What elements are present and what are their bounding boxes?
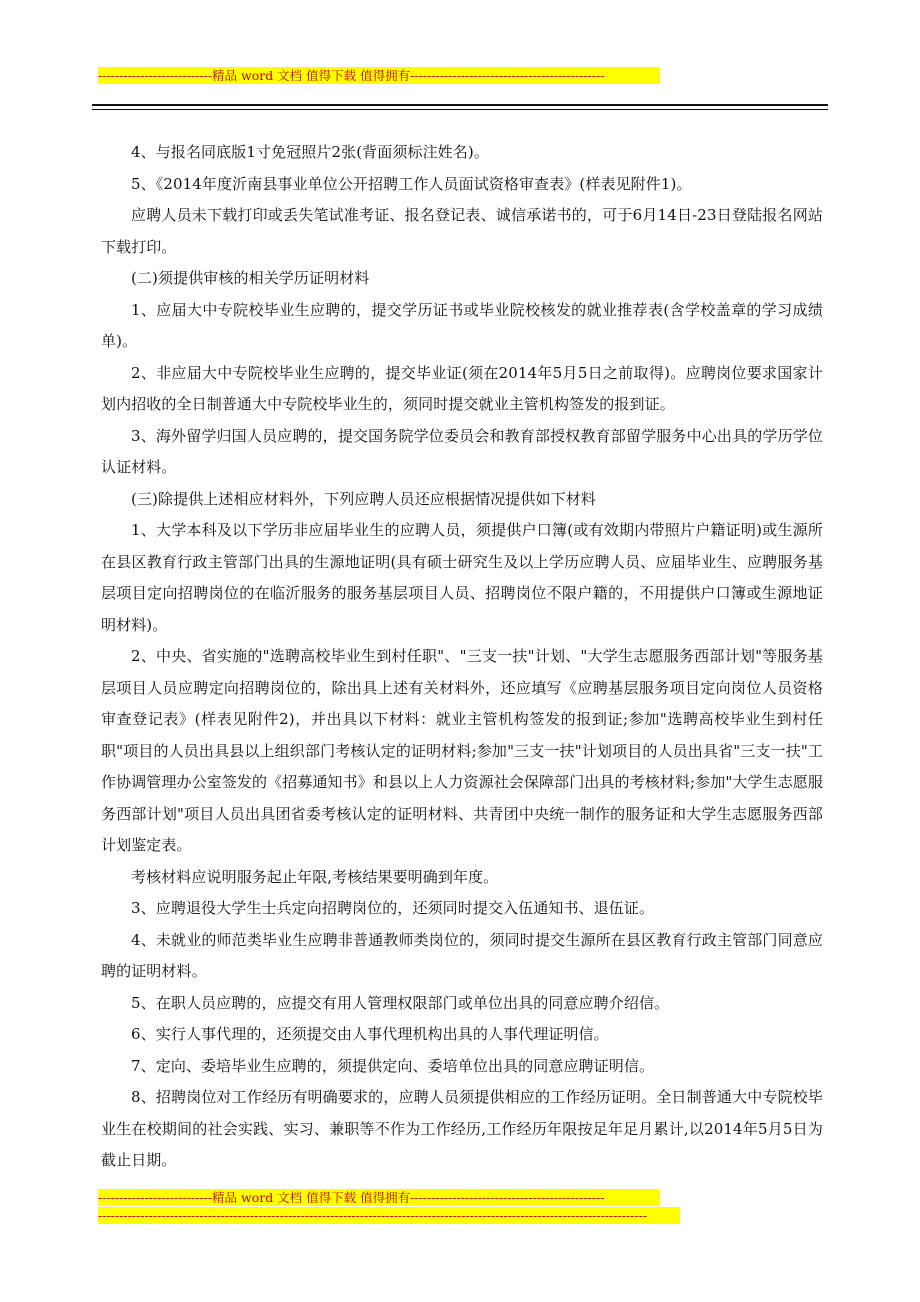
paragraph: 5、在职人员应聘的，应提交有用人管理权限部门或单位出具的同意应聘介绍信。: [131, 993, 670, 1012]
header-banner: ---------------------------精品 word 文档 值得下载 值得拥有----------------------------------------------: [98, 67, 660, 84]
paragraph: 3、海外留学归国人员应聘的，提交国务院学位委员会和教育部授权教育部留学服务中心出具的学历学位认证材料。: [101, 426, 823, 476]
section-heading: (二)须提供审核的相关学历证明材料: [131, 269, 370, 287]
document-body: [101, 137, 823, 1177]
footer-banner: ---------------------------精品 word 文档 值得下载 值得拥有----------------------------------------------: [98, 1189, 660, 1206]
paragraph: 应聘人员未下载打印或丢失笔试准考证、报名登记表、诚信承诺书的，可于6月14日-23日登陆报名网站下载打印。: [101, 206, 823, 256]
paragraph: 6、实行人事代理的，还须提交由人事代理机构出具的人事代理证明信。: [131, 1025, 609, 1043]
footer-dash-line: ----------------------------------------------------------------------------------------------------------------------------------: [98, 1207, 680, 1224]
paragraph: 1、大学本科及以下学历非应届毕业生的应聘人员，须提供户口簿(或有效期内带照片户籍证明)或生源所在县区教育行政主管部门出具的生源地证明(具有硕士研究生及以上学历应聘人员、应届毕业生、应聘服务基层项目定向招聘岗位的在临沂服务的服务基层项目人员、招聘岗位不限户籍的，不用提供户口簿或生源地证明材料)。: [101, 521, 823, 634]
paragraph: 4、未就业的师范类毕业生应聘非普通教师类岗位的，须同时提交生源所在县区教育行政主管部门同意应聘的证明材料。: [101, 930, 823, 980]
paragraph: 4、与报名同底版1寸免冠照片2张(背面须标注姓名)。: [131, 143, 489, 161]
paragraph: 3、应聘退役大学生士兵定向招聘岗位的，还须同时提交入伍通知书、退伍证。: [131, 899, 655, 917]
header-rule-thin: [92, 109, 828, 110]
paragraph: 考核材料应说明服务起止年限,考核结果要明确到年度。: [131, 867, 499, 886]
paragraph: 7、定向、委培毕业生应聘的，须提供定向、委培单位出具的同意应聘证明信。: [131, 1056, 655, 1075]
paragraph: 2、非应届大中专院校毕业生应聘的，提交毕业证(须在2014年5月5日之前取得)。应聘岗位要求国家计划内招收的全日制普通大中专院校毕业生的，须同时提交就业主管机构签发的报到证。: [101, 363, 823, 413]
paragraph: 8、招聘岗位对工作经历有明确要求的，应聘人员须提供相应的工作经历证明。全日制普通大中专院校毕业生在校期间的社会实践、实习、兼职等不作为工作经历,工作经历年限按足年足月累计,以2014年5月5日为截止日期。: [101, 1088, 823, 1169]
section-heading: (三)除提供上述相应材料外，下列应聘人员还应根据情况提供如下材料: [131, 489, 596, 508]
paragraph: 1、应届大中专院校毕业生应聘的，提交学历证书或毕业院校核发的就业推荐表(含学校盖章的学习成绩单)。: [101, 300, 823, 350]
paragraph: 2、中央、省实施的"选聘高校毕业生到村任职"、"三支一扶"计划、"大学生志愿服务西部计划"等服务基层项目人员应聘定向招聘岗位的，除出具上述有关材料外，还应填写《应聘基层服务项目定向岗位人员资格审查登记表》(样表见附件2)，并出具以下材料：就业主管机构签发的报到证;参加"选聘高校毕业生到村任职"项目的人员出具县以上组织部门考核认定的证明材料;参加"三支一扶"计划项目的人员出具省"三支一扶"工作协调管理办公室签发的《招募通知书》和县以上人力资源社会保障部门出具的考核材料;参加"大学生志愿服务西部计划"项目人员出具团省委考核认定的证明材料、共青团中央统一制作的服务证和大学生志愿服务西部计划鉴定表。: [101, 647, 823, 854]
header-rule-thick: [92, 104, 828, 106]
paragraph: 5、《2014年度沂南县事业单位公开招聘工作人员面试资格审查表》(样表见附件1)。: [131, 174, 692, 193]
